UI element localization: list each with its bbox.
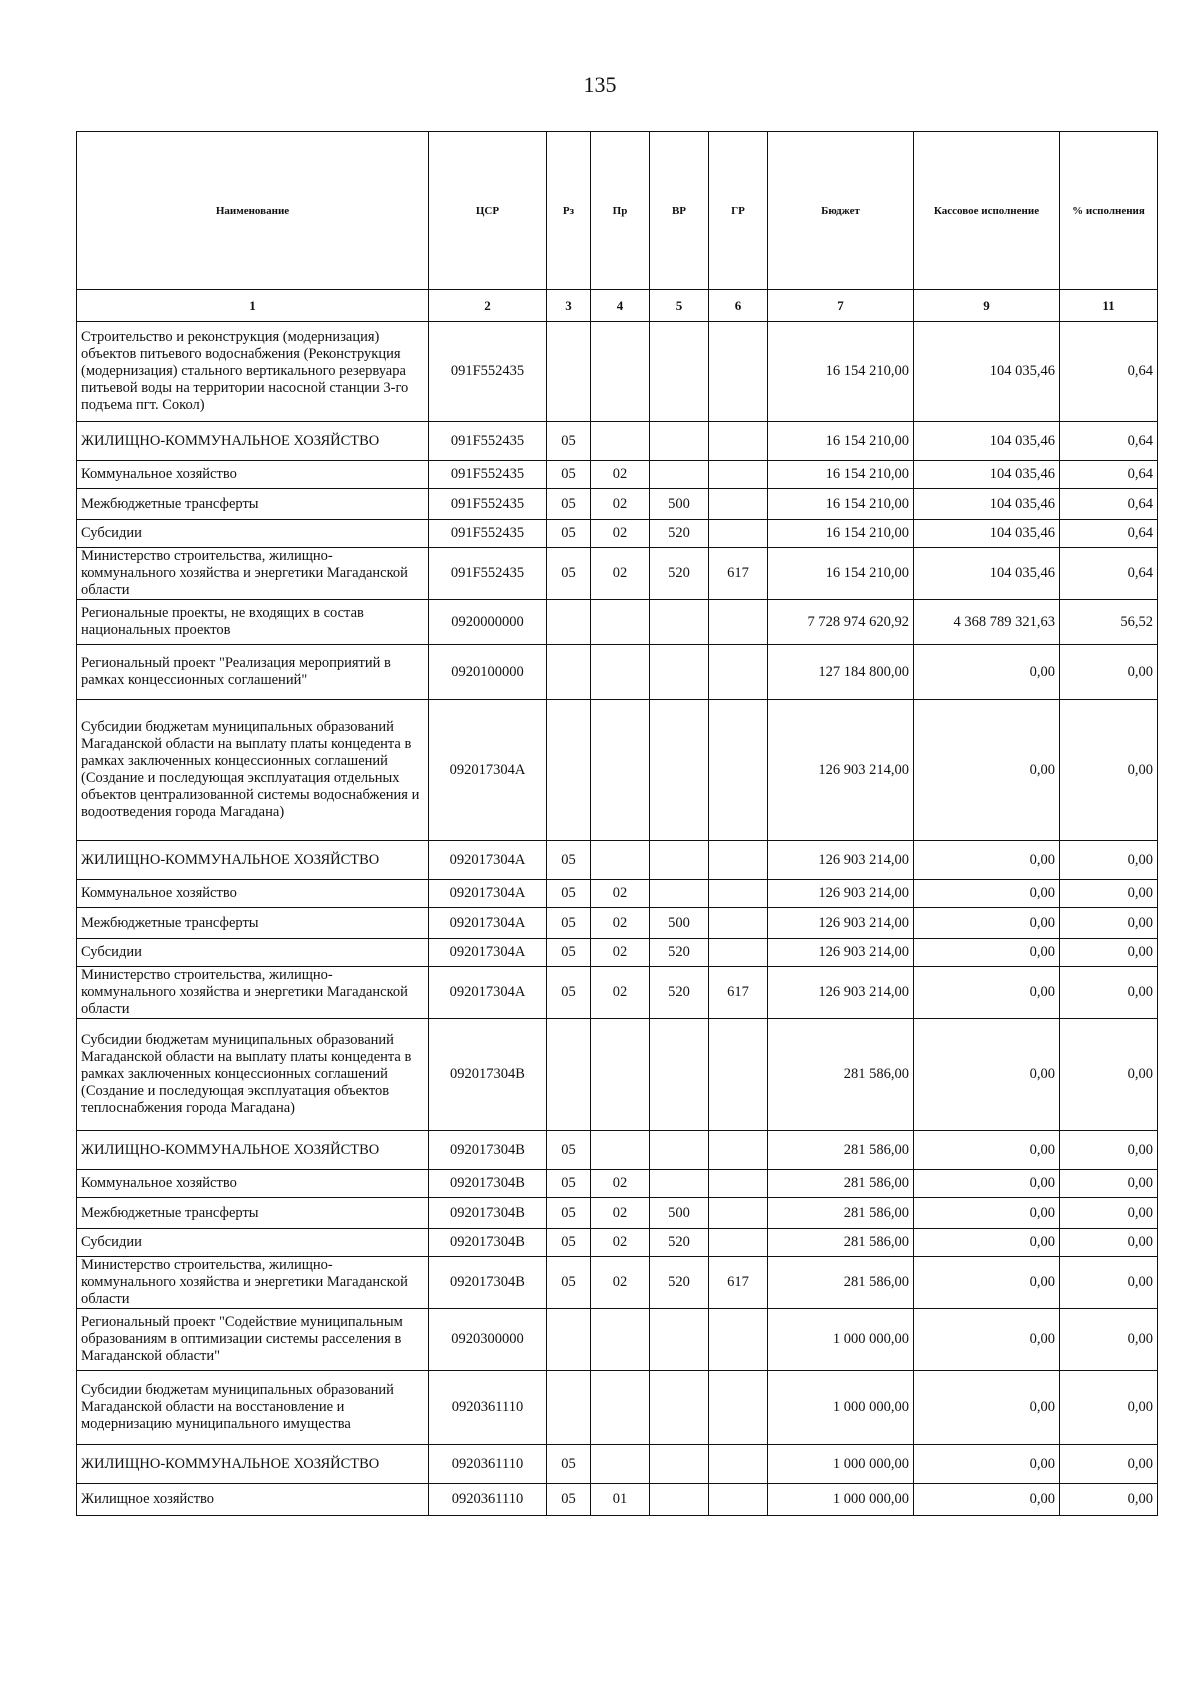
cell-budget: 126 903 214,00 (768, 700, 914, 841)
cell-gr (709, 489, 768, 520)
column-header-pr: Пр (591, 132, 650, 290)
cell-vr (650, 700, 709, 841)
cell-gr: 617 (709, 548, 768, 600)
cell-csr: 092017304А (429, 841, 547, 880)
column-header-gr: ГР (709, 132, 768, 290)
column-number-row (77, 290, 1158, 322)
column-number-pr: 4 (591, 290, 650, 322)
cell-name: Субсидии (77, 520, 429, 548)
cell-rz: 05 (547, 908, 591, 939)
cell-cash-execution: 104 035,46 (914, 322, 1060, 422)
cell-percent-execution: 0,64 (1060, 322, 1158, 422)
cell-pr: 02 (591, 1198, 650, 1229)
cell-gr (709, 1371, 768, 1445)
cell-percent-execution: 0,64 (1060, 520, 1158, 548)
cell-cash-execution: 0,00 (914, 645, 1060, 700)
cell-gr (709, 422, 768, 461)
cell-percent-execution: 0,00 (1060, 908, 1158, 939)
cell-csr: 091F552435 (429, 461, 547, 489)
cell-pr (591, 645, 650, 700)
cell-pr (591, 1019, 650, 1131)
cell-rz: 05 (547, 1445, 591, 1484)
cell-budget: 16 154 210,00 (768, 461, 914, 489)
table-row (77, 1484, 1158, 1516)
table-row (77, 422, 1158, 461)
cell-percent-execution: 0,00 (1060, 841, 1158, 880)
cell-csr: 0920300000 (429, 1309, 547, 1371)
cell-rz: 05 (547, 1484, 591, 1516)
cell-rz: 05 (547, 489, 591, 520)
cell-csr: 0920361110 (429, 1371, 547, 1445)
cell-rz (547, 700, 591, 841)
table-row (77, 322, 1158, 422)
table-row (77, 1445, 1158, 1484)
cell-csr: 092017304В (429, 1229, 547, 1257)
cell-name: ЖИЛИЩНО-КОММУНАЛЬНОЕ ХОЗЯЙСТВО (77, 422, 429, 461)
cell-pr: 02 (591, 520, 650, 548)
cell-rz: 05 (547, 1198, 591, 1229)
table-row (77, 489, 1158, 520)
cell-percent-execution: 0,00 (1060, 1198, 1158, 1229)
cell-pr: 02 (591, 489, 650, 520)
cell-pr (591, 422, 650, 461)
cell-pr (591, 700, 650, 841)
table-row (77, 1170, 1158, 1198)
table-row (77, 1198, 1158, 1229)
cell-name: Региональный проект "Реализация мероприятий в рамках концессионных соглашений" (77, 645, 429, 700)
cell-vr: 520 (650, 967, 709, 1019)
column-number-csr: 2 (429, 290, 547, 322)
column-number-name: 1 (77, 290, 429, 322)
cell-percent-execution: 0,00 (1060, 700, 1158, 841)
cell-vr (650, 1309, 709, 1371)
column-header-vr: ВР (650, 132, 709, 290)
cell-vr: 520 (650, 1229, 709, 1257)
cell-budget: 16 154 210,00 (768, 422, 914, 461)
cell-gr (709, 520, 768, 548)
cell-pr: 02 (591, 1170, 650, 1198)
cell-csr: 0920000000 (429, 600, 547, 645)
page-number: 135 (583, 72, 617, 97)
table-row (77, 1019, 1158, 1131)
cell-pr (591, 1309, 650, 1371)
cell-percent-execution: 0,64 (1060, 461, 1158, 489)
table-body (77, 322, 1158, 1516)
cell-rz: 05 (547, 548, 591, 600)
cell-name: Межбюджетные трансферты (77, 489, 429, 520)
cell-rz: 05 (547, 461, 591, 489)
cell-name: Жилищное хозяйство (77, 1484, 429, 1516)
cell-name: Субсидии бюджетам муниципальных образований Магаданской области на восстановление и модернизацию муниципального имущества (77, 1371, 429, 1445)
cell-name: ЖИЛИЩНО-КОММУНАЛЬНОЕ ХОЗЯЙСТВО (77, 1445, 429, 1484)
cell-gr (709, 1170, 768, 1198)
table-row (77, 939, 1158, 967)
column-number-vr: 5 (650, 290, 709, 322)
table-row (77, 1371, 1158, 1445)
cell-vr (650, 645, 709, 700)
cell-budget: 281 586,00 (768, 1257, 914, 1309)
cell-gr: 617 (709, 967, 768, 1019)
cell-name: Межбюджетные трансферты (77, 1198, 429, 1229)
cell-pr (591, 1445, 650, 1484)
cell-cash-execution: 0,00 (914, 1257, 1060, 1309)
cell-vr (650, 841, 709, 880)
cell-name: ЖИЛИЩНО-КОММУНАЛЬНОЕ ХОЗЯЙСТВО (77, 1131, 429, 1170)
cell-gr (709, 1445, 768, 1484)
cell-cash-execution: 4 368 789 321,63 (914, 600, 1060, 645)
cell-pr: 02 (591, 1229, 650, 1257)
cell-budget: 126 903 214,00 (768, 841, 914, 880)
cell-budget: 281 586,00 (768, 1170, 914, 1198)
cell-budget: 16 154 210,00 (768, 322, 914, 422)
cell-cash-execution: 0,00 (914, 1131, 1060, 1170)
cell-rz: 05 (547, 939, 591, 967)
cell-csr: 091F552435 (429, 489, 547, 520)
cell-csr: 0920361110 (429, 1484, 547, 1516)
cell-cash-execution: 0,00 (914, 880, 1060, 908)
cell-rz: 05 (547, 520, 591, 548)
column-header-percent-execution: % исполнения (1060, 132, 1158, 290)
cell-csr: 092017304А (429, 880, 547, 908)
cell-vr: 500 (650, 908, 709, 939)
cell-rz: 05 (547, 967, 591, 1019)
table-row (77, 841, 1158, 880)
cell-cash-execution: 0,00 (914, 1484, 1060, 1516)
cell-name: Субсидии (77, 939, 429, 967)
cell-percent-execution: 0,64 (1060, 422, 1158, 461)
cell-pr (591, 1131, 650, 1170)
cell-vr: 520 (650, 548, 709, 600)
table-row (77, 1309, 1158, 1371)
cell-percent-execution: 0,00 (1060, 1257, 1158, 1309)
cell-cash-execution: 0,00 (914, 700, 1060, 841)
cell-vr: 520 (650, 520, 709, 548)
cell-vr: 500 (650, 489, 709, 520)
column-number-budget: 7 (768, 290, 914, 322)
cell-vr: 520 (650, 939, 709, 967)
cell-name: Региональный проект "Содействие муниципальным образованиям в оптимизации системы расселения в Магаданской области" (77, 1309, 429, 1371)
cell-vr (650, 1484, 709, 1516)
cell-percent-execution: 0,00 (1060, 1371, 1158, 1445)
cell-budget: 1 000 000,00 (768, 1371, 914, 1445)
table-row (77, 520, 1158, 548)
cell-percent-execution: 0,64 (1060, 548, 1158, 600)
cell-vr: 500 (650, 1198, 709, 1229)
table-row (77, 600, 1158, 645)
cell-csr: 092017304В (429, 1131, 547, 1170)
cell-budget: 126 903 214,00 (768, 967, 914, 1019)
cell-percent-execution: 0,00 (1060, 1445, 1158, 1484)
cell-gr (709, 600, 768, 645)
cell-csr: 092017304А (429, 700, 547, 841)
cell-name: Субсидии бюджетам муниципальных образований Магаданской области на выплату платы концедента в рамках заключенных концессионных соглашений (Создание и последующая эксплуатация отдельных объектов централизованной системы водоснабжения и водоотведения города Магадана) (77, 700, 429, 841)
cell-gr (709, 322, 768, 422)
column-header-cash-execution: Кассовое исполнение (914, 132, 1060, 290)
column-number-rz: 3 (547, 290, 591, 322)
cell-gr (709, 1484, 768, 1516)
cell-budget: 126 903 214,00 (768, 939, 914, 967)
cell-vr (650, 1445, 709, 1484)
table-row (77, 880, 1158, 908)
cell-csr: 091F552435 (429, 520, 547, 548)
cell-gr (709, 1131, 768, 1170)
cell-cash-execution: 0,00 (914, 908, 1060, 939)
cell-pr: 02 (591, 908, 650, 939)
cell-pr: 02 (591, 967, 650, 1019)
cell-rz: 05 (547, 841, 591, 880)
table-row (77, 967, 1158, 1019)
cell-csr: 091F552435 (429, 548, 547, 600)
cell-name: ЖИЛИЩНО-КОММУНАЛЬНОЕ ХОЗЯЙСТВО (77, 841, 429, 880)
cell-csr: 0920100000 (429, 645, 547, 700)
cell-csr: 092017304В (429, 1198, 547, 1229)
cell-budget: 281 586,00 (768, 1229, 914, 1257)
cell-name: Межбюджетные трансферты (77, 908, 429, 939)
cell-percent-execution: 0,00 (1060, 1309, 1158, 1371)
cell-cash-execution: 104 035,46 (914, 422, 1060, 461)
column-header-budget: Бюджет (768, 132, 914, 290)
cell-cash-execution: 0,00 (914, 1229, 1060, 1257)
cell-pr (591, 841, 650, 880)
cell-budget: 16 154 210,00 (768, 520, 914, 548)
table-row (77, 645, 1158, 700)
cell-vr (650, 1019, 709, 1131)
cell-budget: 7 728 974 620,92 (768, 600, 914, 645)
cell-pr: 01 (591, 1484, 650, 1516)
cell-budget: 127 184 800,00 (768, 645, 914, 700)
cell-csr: 092017304А (429, 939, 547, 967)
cell-csr: 092017304В (429, 1257, 547, 1309)
cell-name: Министерство строительства, жилищно-коммунального хозяйства и энергетики Магаданской области (77, 1257, 429, 1309)
cell-budget: 16 154 210,00 (768, 489, 914, 520)
cell-rz (547, 600, 591, 645)
cell-budget: 281 586,00 (768, 1019, 914, 1131)
cell-cash-execution: 104 035,46 (914, 548, 1060, 600)
cell-budget: 281 586,00 (768, 1131, 914, 1170)
cell-cash-execution: 104 035,46 (914, 461, 1060, 489)
cell-gr (709, 841, 768, 880)
cell-pr: 02 (591, 880, 650, 908)
cell-rz: 05 (547, 1170, 591, 1198)
cell-cash-execution: 0,00 (914, 841, 1060, 880)
cell-percent-execution: 0,00 (1060, 1019, 1158, 1131)
cell-pr: 02 (591, 939, 650, 967)
cell-budget: 126 903 214,00 (768, 908, 914, 939)
cell-percent-execution: 0,64 (1060, 489, 1158, 520)
column-header-name: Наименование (77, 132, 429, 290)
cell-csr: 092017304В (429, 1019, 547, 1131)
cell-cash-execution: 104 035,46 (914, 489, 1060, 520)
cell-budget: 1 000 000,00 (768, 1309, 914, 1371)
cell-name: Министерство строительства, жилищно-коммунального хозяйства и энергетики Магаданской области (77, 967, 429, 1019)
budget-table (76, 131, 1158, 1516)
cell-budget: 126 903 214,00 (768, 880, 914, 908)
column-number-cash-execution: 9 (914, 290, 1060, 322)
cell-csr: 092017304А (429, 967, 547, 1019)
cell-percent-execution: 56,52 (1060, 600, 1158, 645)
table-row (77, 1131, 1158, 1170)
cell-name: Строительство и реконструкция (модернизация) объектов питьевого водоснабжения (Реконструкция (модернизация) стального вертикального резервуара питьевой воды на территории насосной станции 3-го подъема пгт. Сокол) (77, 322, 429, 422)
table-row (77, 700, 1158, 841)
cell-budget: 1 000 000,00 (768, 1484, 914, 1516)
cell-vr (650, 1170, 709, 1198)
cell-percent-execution: 0,00 (1060, 645, 1158, 700)
cell-budget: 281 586,00 (768, 1198, 914, 1229)
cell-gr (709, 645, 768, 700)
cell-pr (591, 600, 650, 645)
cell-vr (650, 461, 709, 489)
column-header-rz: Рз (547, 132, 591, 290)
cell-vr (650, 1371, 709, 1445)
cell-rz (547, 1371, 591, 1445)
cell-name: Региональные проекты, не входящих в состав национальных проектов (77, 600, 429, 645)
cell-name: Субсидии бюджетам муниципальных образований Магаданской области на выплату платы концедента в рамках заключенных концессионных соглашений (Создание и последующая эксплуатация объектов теплоснабжения города Магадана) (77, 1019, 429, 1131)
cell-rz (547, 322, 591, 422)
cell-pr: 02 (591, 548, 650, 600)
cell-cash-execution: 0,00 (914, 1445, 1060, 1484)
cell-gr (709, 1309, 768, 1371)
cell-rz: 05 (547, 1229, 591, 1257)
cell-percent-execution: 0,00 (1060, 967, 1158, 1019)
table-row (77, 1229, 1158, 1257)
cell-csr: 091F552435 (429, 422, 547, 461)
cell-vr (650, 880, 709, 908)
cell-rz (547, 645, 591, 700)
cell-gr (709, 939, 768, 967)
cell-cash-execution: 0,00 (914, 1170, 1060, 1198)
cell-gr (709, 1229, 768, 1257)
cell-csr: 092017304В (429, 1170, 547, 1198)
cell-budget: 16 154 210,00 (768, 548, 914, 600)
cell-rz: 05 (547, 422, 591, 461)
cell-gr (709, 1019, 768, 1131)
table-row (77, 461, 1158, 489)
cell-cash-execution: 104 035,46 (914, 520, 1060, 548)
cell-name: Коммунальное хозяйство (77, 880, 429, 908)
cell-percent-execution: 0,00 (1060, 939, 1158, 967)
header-row (77, 132, 1158, 290)
table-row (77, 1257, 1158, 1309)
cell-percent-execution: 0,00 (1060, 880, 1158, 908)
cell-pr (591, 1371, 650, 1445)
cell-rz: 05 (547, 1131, 591, 1170)
cell-pr (591, 322, 650, 422)
cell-gr (709, 1198, 768, 1229)
cell-name: Коммунальное хозяйство (77, 1170, 429, 1198)
cell-cash-execution: 0,00 (914, 1371, 1060, 1445)
cell-gr: 617 (709, 1257, 768, 1309)
cell-rz (547, 1309, 591, 1371)
cell-csr: 091F552435 (429, 322, 547, 422)
cell-vr: 520 (650, 1257, 709, 1309)
cell-name: Министерство строительства, жилищно-коммунального хозяйства и энергетики Магаданской области (77, 548, 429, 600)
cell-csr: 092017304А (429, 908, 547, 939)
cell-rz: 05 (547, 880, 591, 908)
cell-rz: 05 (547, 1257, 591, 1309)
cell-gr (709, 461, 768, 489)
cell-vr (650, 322, 709, 422)
cell-percent-execution: 0,00 (1060, 1229, 1158, 1257)
column-header-csr: ЦСР (429, 132, 547, 290)
cell-vr (650, 600, 709, 645)
column-number-gr: 6 (709, 290, 768, 322)
cell-percent-execution: 0,00 (1060, 1131, 1158, 1170)
cell-percent-execution: 0,00 (1060, 1170, 1158, 1198)
cell-csr: 0920361110 (429, 1445, 547, 1484)
cell-budget: 1 000 000,00 (768, 1445, 914, 1484)
cell-cash-execution: 0,00 (914, 1019, 1060, 1131)
cell-cash-execution: 0,00 (914, 1309, 1060, 1371)
table-row (77, 548, 1158, 600)
cell-name: Коммунальное хозяйство (77, 461, 429, 489)
cell-pr: 02 (591, 461, 650, 489)
cell-vr (650, 422, 709, 461)
column-number-percent-execution: 11 (1060, 290, 1158, 322)
cell-rz (547, 1019, 591, 1131)
cell-gr (709, 908, 768, 939)
cell-cash-execution: 0,00 (914, 967, 1060, 1019)
cell-gr (709, 700, 768, 841)
table-row (77, 908, 1158, 939)
cell-gr (709, 880, 768, 908)
cell-cash-execution: 0,00 (914, 1198, 1060, 1229)
cell-vr (650, 1131, 709, 1170)
cell-percent-execution: 0,00 (1060, 1484, 1158, 1516)
cell-cash-execution: 0,00 (914, 939, 1060, 967)
cell-pr: 02 (591, 1257, 650, 1309)
cell-name: Субсидии (77, 1229, 429, 1257)
